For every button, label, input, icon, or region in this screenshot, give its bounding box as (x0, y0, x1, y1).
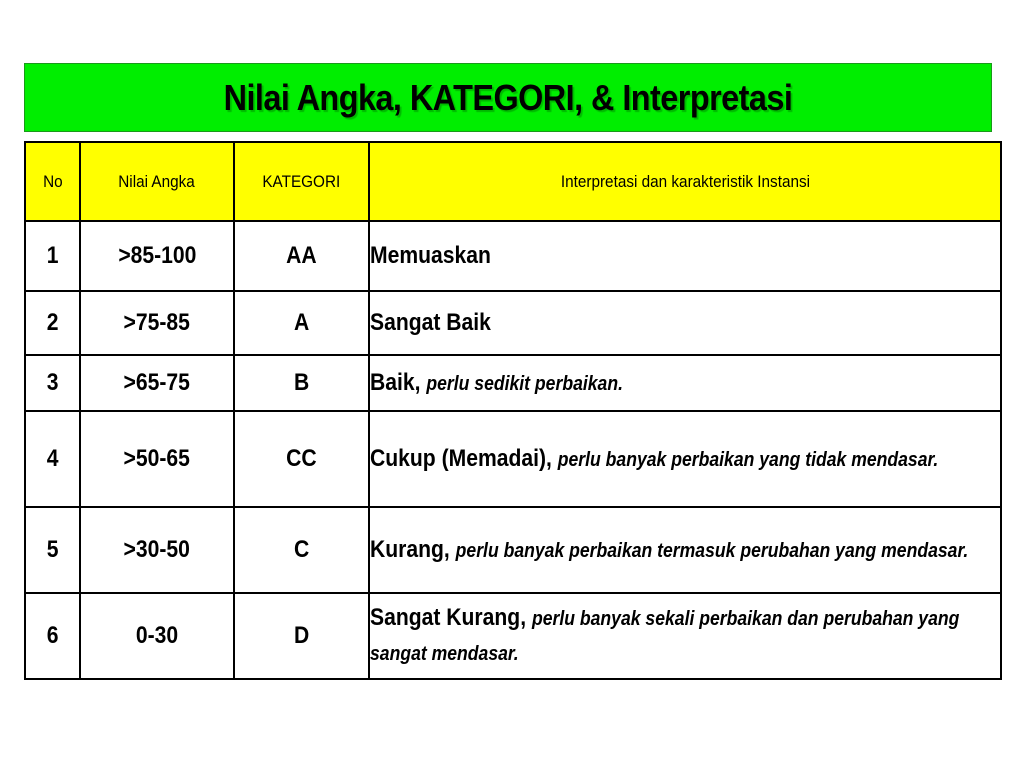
cell-nilai-angka: >85-100 (80, 221, 234, 291)
table-row (25, 291, 1001, 355)
cell-no: 4 (25, 411, 80, 507)
interpretasi-note: perlu banyak sekali perbaikan dan perubahan yang sangat mendasar. (370, 608, 960, 665)
cell-interpretasi (369, 411, 1001, 507)
header-kategori: KATEGORI (234, 142, 369, 221)
category-table (24, 141, 1002, 680)
cell-interpretasi (369, 355, 1001, 411)
cell-kategori: A (234, 291, 369, 355)
cell-kategori: B (234, 355, 369, 411)
title-banner (24, 63, 992, 132)
cell-no: 6 (25, 593, 80, 679)
interpretasi-note: perlu banyak perbaikan yang tidak mendasar. (557, 448, 939, 471)
cell-no: 3 (25, 355, 80, 411)
interpretasi-label: Baik, (370, 368, 421, 396)
cell-nilai-angka: >50-65 (80, 411, 234, 507)
cell-no: 2 (25, 291, 80, 355)
header-interpretasi: Interpretasi dan karakteristik Instansi (369, 142, 1001, 221)
cell-nilai-angka: >30-50 (80, 507, 234, 593)
table-row (25, 593, 1001, 679)
cell-kategori: CC (234, 411, 369, 507)
page-title: Nilai Angka, KATEGORI, & Interpretasi (223, 76, 793, 118)
cell-interpretasi (369, 507, 1001, 593)
interpretasi-label: Kurang, (370, 535, 450, 563)
interpretasi-label: Cukup (Memadai), (370, 444, 552, 472)
cell-nilai-angka: 0-30 (80, 593, 234, 679)
cell-no: 5 (25, 507, 80, 593)
interpretasi-label: Memuaskan (370, 241, 491, 269)
interpretasi-note: perlu sedikit perbaikan. (426, 372, 623, 395)
cell-nilai-angka: >75-85 (80, 291, 234, 355)
cell-kategori: C (234, 507, 369, 593)
table-header-row (25, 142, 1001, 221)
category-table-container (24, 141, 1000, 680)
header-nilai-angka: Nilai Angka (80, 142, 234, 221)
cell-nilai-angka: >65-75 (80, 355, 234, 411)
cell-no: 1 (25, 221, 80, 291)
table-row (25, 355, 1001, 411)
cell-kategori: D (234, 593, 369, 679)
interpretasi-label: Sangat Kurang, (370, 604, 527, 632)
interpretasi-note: perlu banyak perbaikan termasuk perubahan yang mendasar. (455, 539, 969, 562)
cell-interpretasi (369, 593, 1001, 679)
header-no: No (25, 142, 80, 221)
table-row (25, 411, 1001, 507)
table-row (25, 221, 1001, 291)
interpretasi-label: Sangat Baik (370, 308, 491, 336)
table-row (25, 507, 1001, 593)
cell-kategori: AA (234, 221, 369, 291)
cell-interpretasi (369, 291, 1001, 355)
cell-interpretasi (369, 221, 1001, 291)
